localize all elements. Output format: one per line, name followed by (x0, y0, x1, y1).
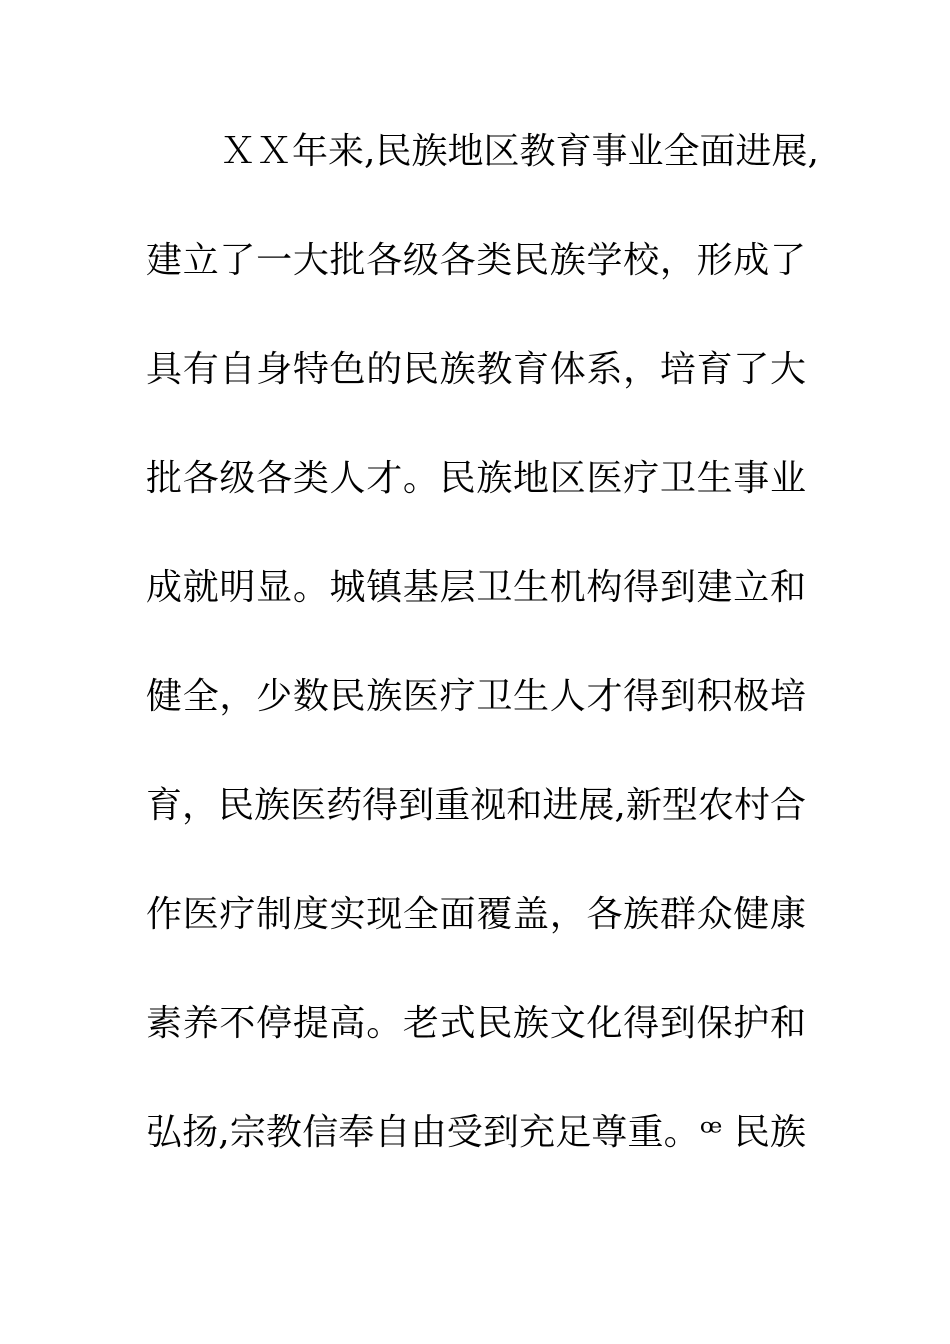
paragraph-line-7: 育，民族医药得到重视和进展,新型农村合 (146, 785, 806, 826)
paragraph-line-3: 具有自身特色的民族教育体系，培育了大 (146, 349, 806, 390)
paragraph-line-4: 批各级各类人才。民族地区医疗卫生事业 (146, 458, 806, 499)
paragraph-line-8: 作医疗制度实现全面覆盖，各族群众健康 (146, 894, 806, 935)
paragraph-line-10: 弘扬,宗教信奉自由受到充足尊重。ꟹ 民族 (146, 1112, 806, 1153)
paragraph-line-9: 素养不停提高。老式民族文化得到保护和 (146, 1003, 806, 1044)
paragraph-line-6: 健全，少数民族医疗卫生人才得到积极培 (146, 676, 806, 717)
paragraph-line-2: 建立了一大批各级各类民族学校，形成了 (146, 240, 806, 281)
paragraph-line-1: ＸＸ年来,民族地区教育事业全面进展, (220, 131, 819, 172)
body-paragraph (146, 125, 819, 1215)
paragraph-line-5: 成就明显。城镇基层卫生机构得到建立和 (146, 567, 806, 608)
